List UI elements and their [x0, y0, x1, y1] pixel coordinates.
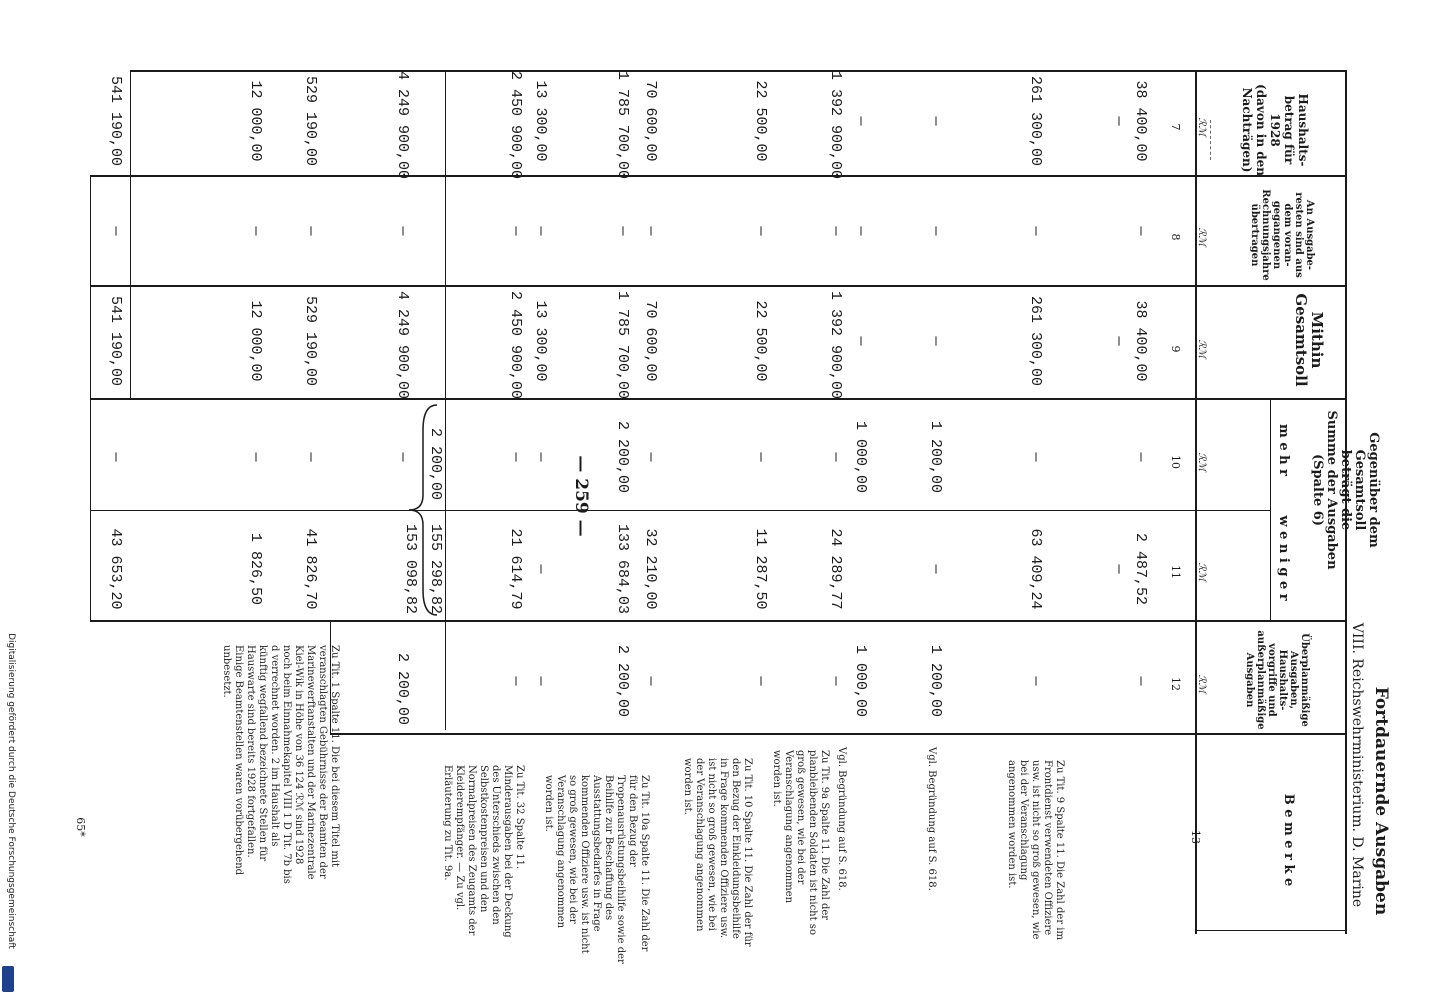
- cell-r7-c12: 2 200,00: [394, 652, 411, 725]
- cell-r6-c7: 13 300,00: [532, 80, 549, 162]
- cell-r9-c10: —: [107, 452, 124, 462]
- unit-col12: ℛℳ: [1196, 674, 1207, 694]
- colnum-12: 12: [1169, 677, 1182, 691]
- cell-r5-c8: —: [642, 226, 659, 236]
- cell-r7-c11b: 155 298,82: [427, 523, 444, 614]
- brace-mark: [405, 400, 445, 620]
- cell-r0-c7: 38 400,00: [1132, 80, 1149, 162]
- cell-r6-c10: —: [532, 452, 549, 462]
- unit-col11: ℛℳ: [1196, 562, 1207, 582]
- cell-r5-c11b: 133 684,03: [614, 523, 631, 614]
- cell-r6-c9b: 2 450 900,00: [507, 291, 524, 400]
- unit-col7: ℛℳ: [1196, 117, 1207, 137]
- cell-r1-c9: 261 300,00: [1027, 295, 1044, 386]
- cell-r1-c8: —: [1027, 226, 1044, 236]
- cell-r7-c10b: 2 200,00: [427, 427, 444, 500]
- cell-r1-c7: 261 300,00: [1027, 75, 1044, 166]
- cell-r1-c10: —: [1027, 452, 1044, 462]
- cell-r3-c8: —: [852, 226, 869, 236]
- note-tit9: Zu Tit. 9 Spalte 11. Die Zahl der im Frontdienst verwendeten Offiziere usw. ist nicht so groß gewesen, wie bei der Veranschlagung angenommen worden ist.: [1006, 760, 1065, 940]
- cell-r3-c10b: —: [827, 452, 844, 462]
- footer-mark: 65*: [74, 817, 87, 837]
- unit-col10: ℛℳ: [1196, 452, 1207, 472]
- cell-r7-c8: —: [394, 226, 411, 236]
- cell-r7-c7: 4 249 900,00: [394, 71, 411, 180]
- note-ref-618-b: Vgl. Begründung auf S. 618.: [836, 747, 847, 891]
- cell-r0-c10: —: [1132, 452, 1149, 462]
- header-col10: m e h r: [1276, 424, 1291, 476]
- cell-r5-c10: —: [642, 452, 659, 462]
- cell-r3-c9: —: [852, 336, 869, 346]
- cell-r5-c12b: 2 200,00: [614, 644, 631, 717]
- cell-r4-c10: —: [752, 452, 769, 462]
- cell-r0-c11b: —: [1110, 564, 1127, 574]
- cell-r8-c7b: 12 000,00: [247, 80, 264, 162]
- cell-r0-c9: 38 400,00: [1132, 300, 1149, 382]
- cell-r6-c8: —: [532, 226, 549, 236]
- cell-r9-c9: 541 190,00: [107, 295, 124, 386]
- header-col9: Mithin Gesamtsoll: [1292, 293, 1326, 387]
- colnum-10: 10: [1169, 455, 1182, 469]
- page-subtitle: VIII. Reichswehrministerium. D. Marine: [1349, 622, 1365, 908]
- cell-r5-c10b: 2 200,00: [614, 420, 631, 493]
- cell-r5-c8b: —: [614, 226, 631, 236]
- cell-r6-c9: 13 300,00: [532, 300, 549, 382]
- cell-r7-c11: 153 098,82: [402, 523, 419, 614]
- cell-r6-c10b: —: [507, 452, 524, 462]
- colnum-11: 11: [1169, 565, 1182, 579]
- cell-r1-c12: —: [1027, 676, 1044, 686]
- header-col8: An Ausgabe- resten sind aus dem voran- gegangenen Rechnungsjahre übertragen: [1249, 189, 1315, 281]
- header-col11: w e n i g e r: [1276, 515, 1291, 601]
- header-group-10-11: Gegenüber dem Gesamtsoll beträgt die Summe der Ausgaben (Spalte 6): [1310, 410, 1381, 570]
- header-col12: Überplanmäßige Ausgaben, Haushalts- vorgriffe und außerplanmäßige Ausgaben: [1244, 630, 1310, 730]
- cell-r8-c7: 529 190,00: [302, 75, 319, 166]
- cell-r3-c10: 1 000,00: [852, 420, 869, 493]
- cell-r2-c8: —: [927, 226, 944, 236]
- cell-r5-c7: 70 600,00: [642, 80, 659, 162]
- cell-r7-c9: 4 249 900,00: [394, 291, 411, 400]
- unit-col8: ℛℳ: [1196, 227, 1207, 247]
- cell-r5-c11: 32 210,00: [642, 528, 659, 610]
- cell-r0-c8: —: [1132, 226, 1149, 236]
- colnum-7: 7: [1169, 123, 1182, 131]
- cell-r8-c10: —: [302, 452, 319, 462]
- cell-r6-c11b: 21 614,79: [507, 528, 524, 610]
- note-tit1: Zu Tit. 1 Spalte 11. Die bei diesem Titel mit veranschlagten Gebührnisse der Beamten der Marinewerftanstalten und der Marinezentrale Kiel-Wik in Höhe von 36 124 ℛℳ sind 1928 noch beim Einnahmekapitel VIII 1 D Tit. 7b bis d verrechnet worden. 2 im Haushalt als künftig wegfallend bezeichnete Stellen für Hauswarte sind bereits 1928 fortgefallen. Einige Beamtenstellen waren vorübergehend unbesetzt.: [221, 645, 340, 884]
- cell-r3-c12b: —: [827, 676, 844, 686]
- cell-r9-c11: 43 653,20: [107, 528, 124, 610]
- cell-r6-c12b: —: [507, 676, 524, 686]
- cell-r5-c12: —: [642, 676, 659, 686]
- cell-r2-c11: —: [927, 564, 944, 574]
- cell-r8-c8b: —: [247, 226, 264, 236]
- cell-r6-c7b: 2 450 900,00: [507, 71, 524, 180]
- cell-r4-c12: —: [752, 676, 769, 686]
- cell-r9-c7: 541 190,00: [107, 75, 124, 166]
- cell-r3-c11: 24 289,77: [827, 528, 844, 610]
- cell-r3-c9b: 1 392 900,00: [827, 291, 844, 400]
- cell-r3-c7: —: [852, 116, 869, 126]
- cell-r4-c9: 22 500,00: [752, 300, 769, 382]
- cell-r8-c9b: 12 000,00: [247, 300, 264, 382]
- cell-r6-c12: —: [532, 676, 549, 686]
- unit-col9: ℛℳ: [1196, 339, 1207, 359]
- page-title: Fortdauernde Ausgaben: [1371, 686, 1391, 916]
- cell-r0-c11: 2 487,52: [1132, 532, 1149, 605]
- page-number: — 259 —: [571, 455, 591, 537]
- cell-r8-c8: —: [302, 226, 319, 236]
- cell-r8-c11b: 1 826,50: [247, 532, 264, 605]
- cell-r5-c7b: 1 785 700,00: [614, 71, 631, 180]
- cell-r0-c12: —: [1132, 676, 1149, 686]
- note-tit10: Zu Tit. 10 Spalte 11. Die Zahl der für den Bezug der Einkleidungsbeihilfe in Frage kommenden Offiziere usw. ist nicht so groß gewesen, wie bei der Veranschlagung angenommen worden ist.: [682, 758, 753, 947]
- cell-r6-c11: —: [532, 564, 549, 574]
- cell-r3-c8b: —: [827, 226, 844, 236]
- colnum-8: 8: [1169, 233, 1182, 241]
- cell-r5-c9: 70 600,00: [642, 300, 659, 382]
- cell-r9-c8: —: [107, 226, 124, 236]
- cell-r4-c8: —: [752, 226, 769, 236]
- cell-r3-c7b: 1 392 900,00: [827, 71, 844, 180]
- cell-r2-c12: 1 200,00: [927, 644, 944, 717]
- cell-r8-c11: 41 826,70: [302, 528, 319, 610]
- note-tit9a: Zu Tit. 9a Spalte 11. Die Zahl der planbleibenden Soldaten ist nicht so groß gewesen, wie bei der Veranschlagung angenommen worden ist.: [771, 750, 830, 935]
- cell-r1-c11: 63 409,24: [1027, 528, 1044, 610]
- credit-strip: [0, 0, 14, 1000]
- header-col13: B e m e r k e: [1281, 793, 1296, 887]
- credit-text: Digitalisierung gefördert durch die Deutsche Forschungsgemeinschaft: [6, 633, 16, 949]
- cell-r0-c7b: —: [1110, 116, 1127, 126]
- cell-r8-c10b: —: [247, 452, 264, 462]
- cell-r0-c9b: —: [1110, 336, 1127, 346]
- note-tit10a: Zu Tit. 10a Spalte 11. Die Zahl der für den Bezug der Tropenausrüstungsbeihilfe sowie der Beihilfe zur Beschaffung des Ausstattungsbedarfes in Frage kommenden Offiziere usw. ist nicht so groß gewesen, wie bei der Veranschlagung angenommen worden ist.: [543, 775, 650, 964]
- cell-r2-c9: —: [927, 336, 944, 346]
- note-tit32: Zu Tit. 32 Spalte 11. Minderausgaben bei der Deckung des Unterschieds zwischen den Selbstkostenpreisen und den Normalpreisen des Zeugamts der Kleiderempfänger. — Zu vgl. Erläuterung zu Tit. 9a.: [442, 765, 525, 938]
- dfg-logo-icon: [2, 966, 14, 992]
- cell-r5-c9b: 1 785 700,00: [614, 291, 631, 400]
- colnum-13: 13: [1189, 830, 1202, 844]
- cell-r3-c12: 1 000,00: [852, 644, 869, 717]
- cell-r7-c10: —: [394, 452, 411, 462]
- cell-r4-c7: 22 500,00: [752, 80, 769, 162]
- colnum-9: 9: [1169, 345, 1182, 353]
- cell-r4-c11: 11 287,50: [752, 528, 769, 610]
- cell-r6-c8b: —: [507, 226, 524, 236]
- note-ref-618-a: Vgl. Begründung auf S. 618.: [926, 747, 937, 891]
- cell-r2-c10: 1 200,00: [927, 420, 944, 493]
- header-col7: Haushalts- betrag für 1928 (davon in den Nachträgen): [1240, 84, 1310, 176]
- cell-r8-c9: 529 190,00: [302, 295, 319, 386]
- cell-r2-c7: —: [927, 116, 944, 126]
